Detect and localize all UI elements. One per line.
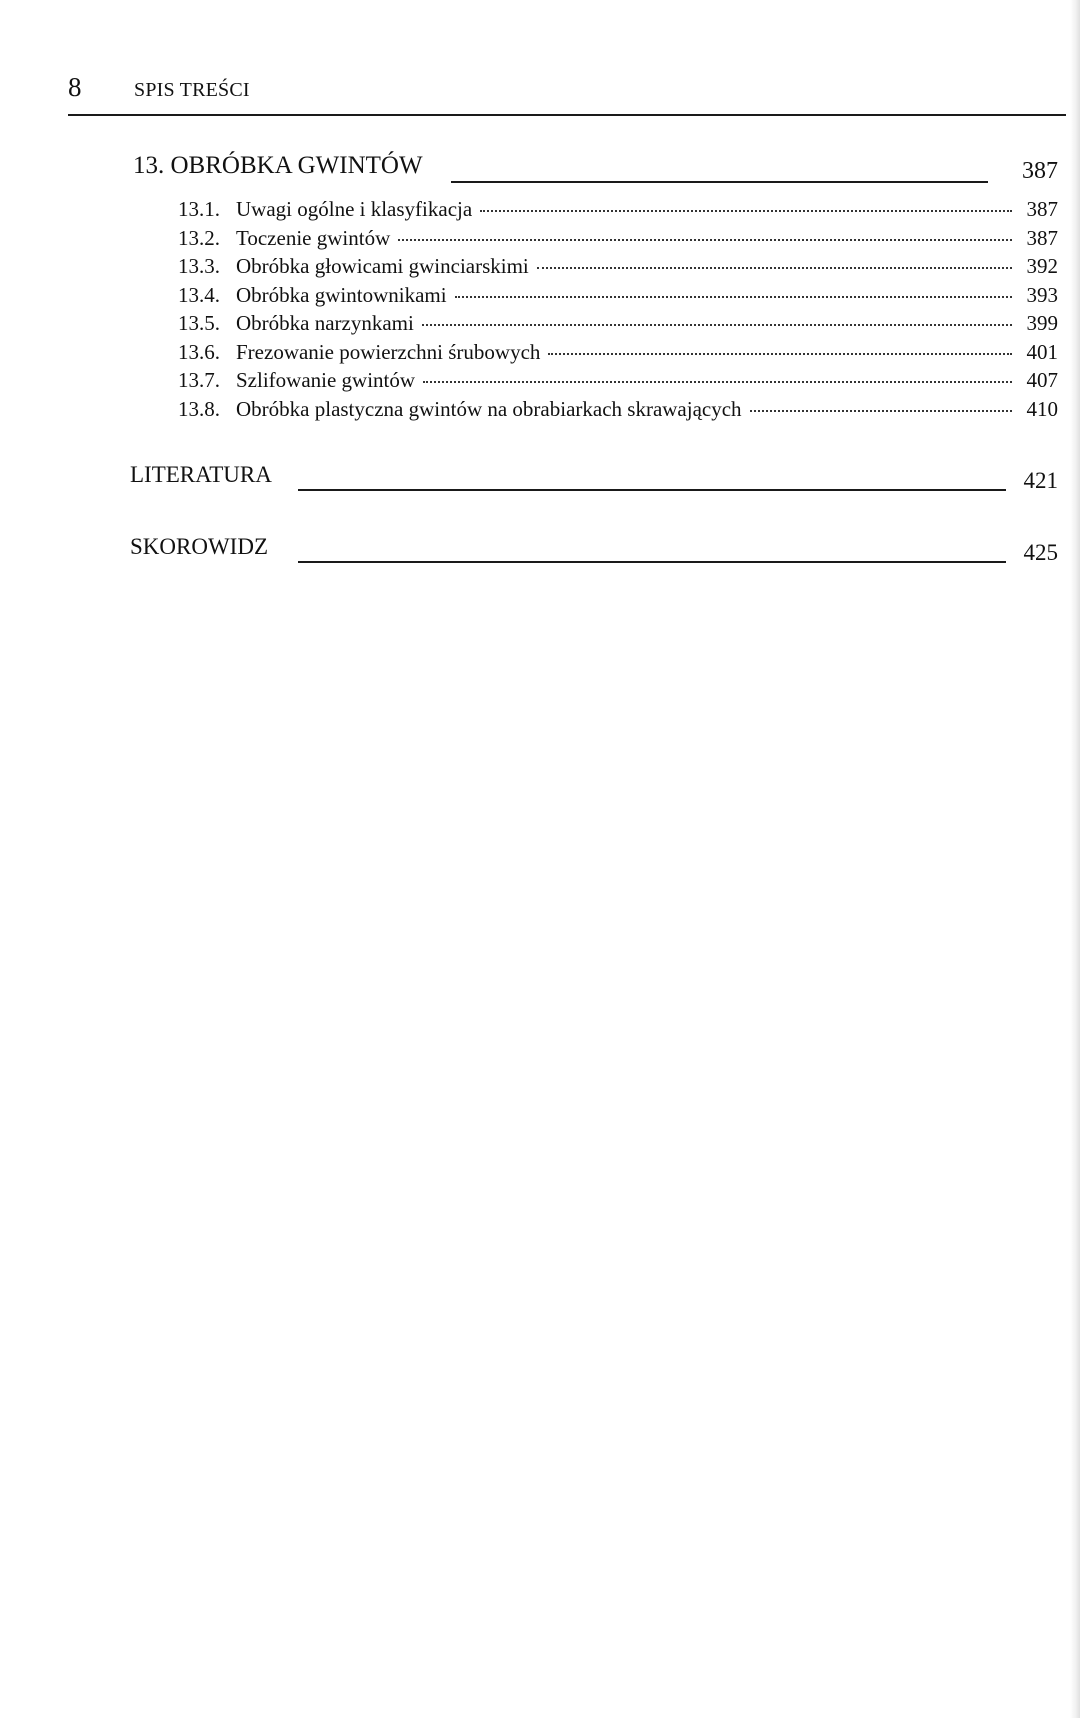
entry-page: 401	[1026, 339, 1058, 364]
entry-title: Obróbka narzynkami	[236, 311, 414, 335]
dot-leader	[548, 352, 1012, 355]
dot-leader	[423, 380, 1012, 383]
toc-entry	[178, 224, 1058, 253]
literatura-title: LITERATURA	[130, 462, 272, 487]
literatura-rule	[298, 489, 1006, 491]
entry-title: Obróbka plastyczna gwintów na obrabiarkach skrawających	[236, 396, 742, 421]
toc-entry	[178, 309, 1058, 338]
entry-title: Obróbka gwintownikami	[236, 282, 447, 307]
entry-title: Obróbka głowicami gwinciarskimi	[236, 254, 529, 278]
entry-number: 13.6.	[178, 339, 220, 364]
toc-entry	[178, 366, 1058, 395]
entry-page: 393	[1026, 282, 1058, 307]
dot-leader	[398, 238, 1012, 241]
chapter-title: 13. OBRÓBKA GWINTÓW	[133, 152, 423, 179]
toc-chapter-13	[133, 150, 1058, 188]
entry-number: 13.8.	[178, 396, 220, 421]
entry-title: Szlifowanie gwintów	[236, 368, 416, 392]
entry-page: 387	[1026, 225, 1058, 250]
entry-number: 13.2.	[178, 225, 220, 250]
skorowidz-rule	[298, 561, 1006, 563]
toc-entry	[178, 252, 1058, 281]
header-rule	[68, 114, 1066, 116]
toc-literatura	[130, 460, 1058, 500]
chapter-rule	[451, 181, 988, 183]
running-title: SPIS TREŚCI	[134, 79, 250, 101]
entry-number: 13.1.	[178, 197, 220, 221]
toc-entry	[178, 281, 1058, 310]
dot-leader	[480, 209, 1012, 212]
dot-leader	[455, 295, 1012, 298]
dot-leader	[422, 323, 1012, 326]
toc-entry	[178, 338, 1058, 367]
toc-entry	[178, 395, 1058, 424]
entry-number: 13.7.	[178, 368, 220, 392]
skorowidz-title: SKOROWIDZ	[130, 534, 268, 559]
entry-number: 13.3.	[178, 254, 220, 278]
running-header	[68, 72, 1066, 118]
entry-page: 399	[1026, 311, 1058, 335]
skorowidz-page: 425	[1023, 540, 1058, 565]
entry-number: 13.5.	[178, 311, 220, 335]
entry-page: 407	[1026, 368, 1058, 392]
chapter-page: 387	[1022, 158, 1058, 184]
scan-edge-shadow	[1070, 0, 1080, 1718]
entry-title: Toczenie gwintów	[236, 225, 391, 250]
entry-number: 13.4.	[178, 282, 220, 307]
entry-page: 387	[1026, 197, 1058, 221]
toc-entry	[178, 195, 1058, 224]
entry-title: Frezowanie powierzchni śrubowych	[236, 339, 541, 364]
entry-page: 410	[1026, 396, 1058, 421]
entry-page: 392	[1026, 254, 1058, 278]
dot-leader	[750, 409, 1012, 412]
entry-title: Uwagi ogólne i klasyfikacja	[236, 197, 473, 221]
literatura-page: 421	[1023, 468, 1058, 493]
toc-section-list	[178, 195, 1058, 423]
toc-skorowidz	[130, 532, 1058, 572]
page-number: 8	[68, 72, 82, 102]
dot-leader	[537, 266, 1012, 269]
